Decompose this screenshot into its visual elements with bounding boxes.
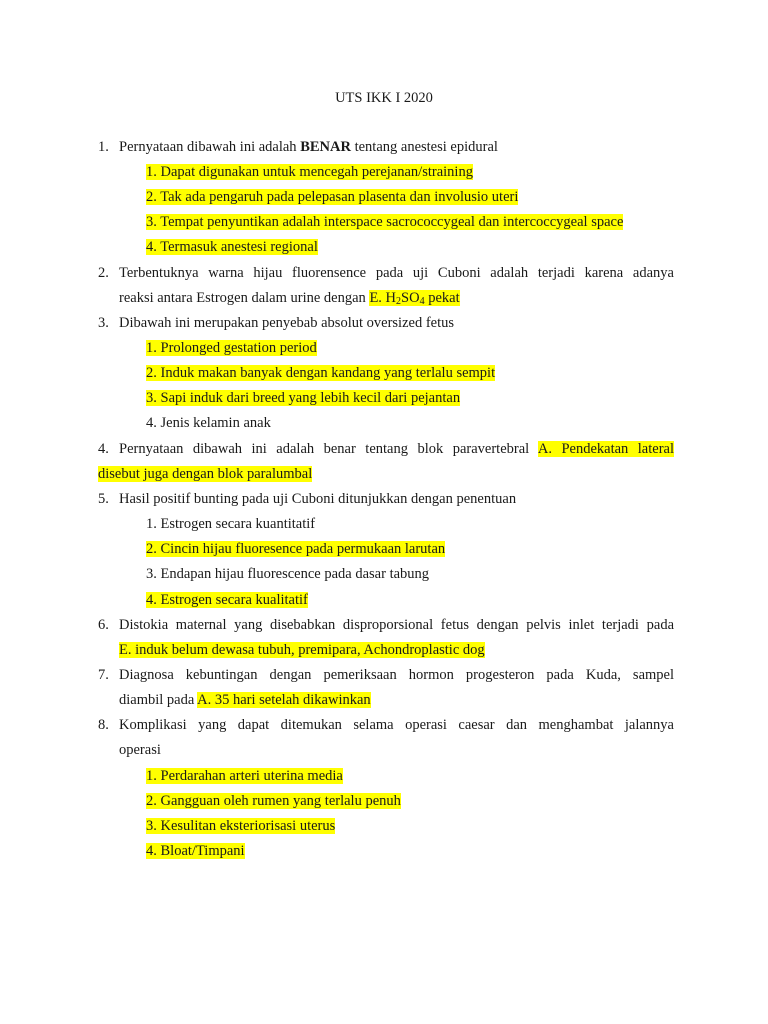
q1-option-3: 3. Tempat penyuntikan adalah interspace sacrococcygeal dan intercoccygeal space xyxy=(146,214,624,230)
q2-answer-sub1: 2 xyxy=(396,296,402,307)
q8-option-3: 3. Kesulitan eksteriorisasi uterus xyxy=(146,818,336,834)
q8-option-4: 4. Bloat/Timpani xyxy=(146,843,245,859)
q5-option-3: 3. Endapan hijau fluorescence pada dasar tabung xyxy=(146,566,430,582)
q8-number: 8. xyxy=(98,717,109,733)
q1-option-2: 2. Tak ada pengaruh pada pelepasan plasenta dan involusio uteri xyxy=(146,189,519,205)
q2-line-2-pre: reaksi antara Estrogen dalam urine dengan xyxy=(119,290,370,306)
q1-text xyxy=(119,138,498,156)
q7-number: 7. xyxy=(98,667,109,683)
q1-text-pre: Pernyataan dibawah ini adalah xyxy=(119,139,301,155)
q3-option-2: 2. Induk makan banyak dengan kandang yang terlalu sempit xyxy=(146,365,496,381)
q3-option-1: 1. Prolonged gestation period xyxy=(146,340,317,356)
q5-option-2: 2. Cincin hijau fluoresence pada permukaan larutan xyxy=(146,541,446,557)
q5-option-1: 1. Estrogen secara kuantitatif xyxy=(146,516,316,532)
q5-text: Hasil positif bunting pada uji Cuboni ditunjukkan dengan penentuan xyxy=(119,491,517,507)
q4-line-1 xyxy=(119,440,674,458)
q1-text-bold: BENAR xyxy=(300,139,351,155)
q2-line-1: Terbentuknya warna hijau fluorensence pada uji Cuboni adalah terjadi karena adanya xyxy=(119,265,674,281)
q8-option-2: 2. Gangguan oleh rumen yang terlalu penuh xyxy=(146,793,401,809)
q5-number: 5. xyxy=(98,491,109,507)
q7-line-2-pre: diambil pada xyxy=(119,692,198,708)
q1-option-1: 1. Dapat digunakan untuk mencegah perejanan/straining xyxy=(146,164,473,180)
q2-number: 2. xyxy=(98,265,109,281)
document-title: UTS IKK I 2020 xyxy=(335,90,433,106)
q3-option-3: 3. Sapi induk dari breed yang lebih kecil dari pejantan xyxy=(146,390,461,406)
q1-number: 1. xyxy=(98,139,109,155)
q2-answer-c: pekat xyxy=(424,290,460,306)
q8-line-2: operasi xyxy=(119,742,161,758)
q3-text: Dibawah ini merupakan penyebab absolut oversized fetus xyxy=(119,315,455,331)
q4-line-1-pre: Pernyataan dibawah ini adalah benar tentang blok paravertebral xyxy=(119,441,538,457)
q1-text-post: tentang anestesi epidural xyxy=(350,139,498,155)
q3-number: 3. xyxy=(98,315,109,331)
q7-answer: A. 35 hari setelah dikawinkan xyxy=(197,692,371,708)
q2-answer-a: E. H xyxy=(369,290,397,306)
q4-answer-part-2: disebut juga dengan blok paralumbal xyxy=(98,466,313,482)
q2-line-2 xyxy=(119,289,460,307)
q6-number: 6. xyxy=(98,617,109,633)
q8-option-1: 1. Perdarahan arteri uterina media xyxy=(146,768,343,784)
q2-answer xyxy=(369,290,459,306)
q2-answer-b: SO xyxy=(401,290,420,306)
q7-line-1: Diagnosa kebuntingan dengan pemeriksaan hormon progesteron pada Kuda, sampel xyxy=(119,667,674,683)
q6-line-1: Distokia maternal yang disebabkan disproporsional fetus dengan pelvis inlet terjadi pada xyxy=(119,617,674,633)
q5-option-4: 4. Estrogen secara kualitatif xyxy=(146,592,308,608)
q3-option-4: 4. Jenis kelamin anak xyxy=(146,415,271,431)
q1-option-4: 4. Termasuk anestesi regional xyxy=(146,239,318,255)
q8-line-1: Komplikasi yang dapat ditemukan selama operasi caesar dan menghambat jalannya xyxy=(119,717,674,733)
q6-answer: E. induk belum dewasa tubuh, premipara, Achondroplastic dog xyxy=(119,642,485,658)
q4-number: 4. xyxy=(98,441,109,457)
q2-answer-sub2: 4 xyxy=(419,296,425,307)
q4-answer-part-1: A. Pendekatan lateral xyxy=(537,441,674,457)
q7-line-2 xyxy=(119,691,371,709)
